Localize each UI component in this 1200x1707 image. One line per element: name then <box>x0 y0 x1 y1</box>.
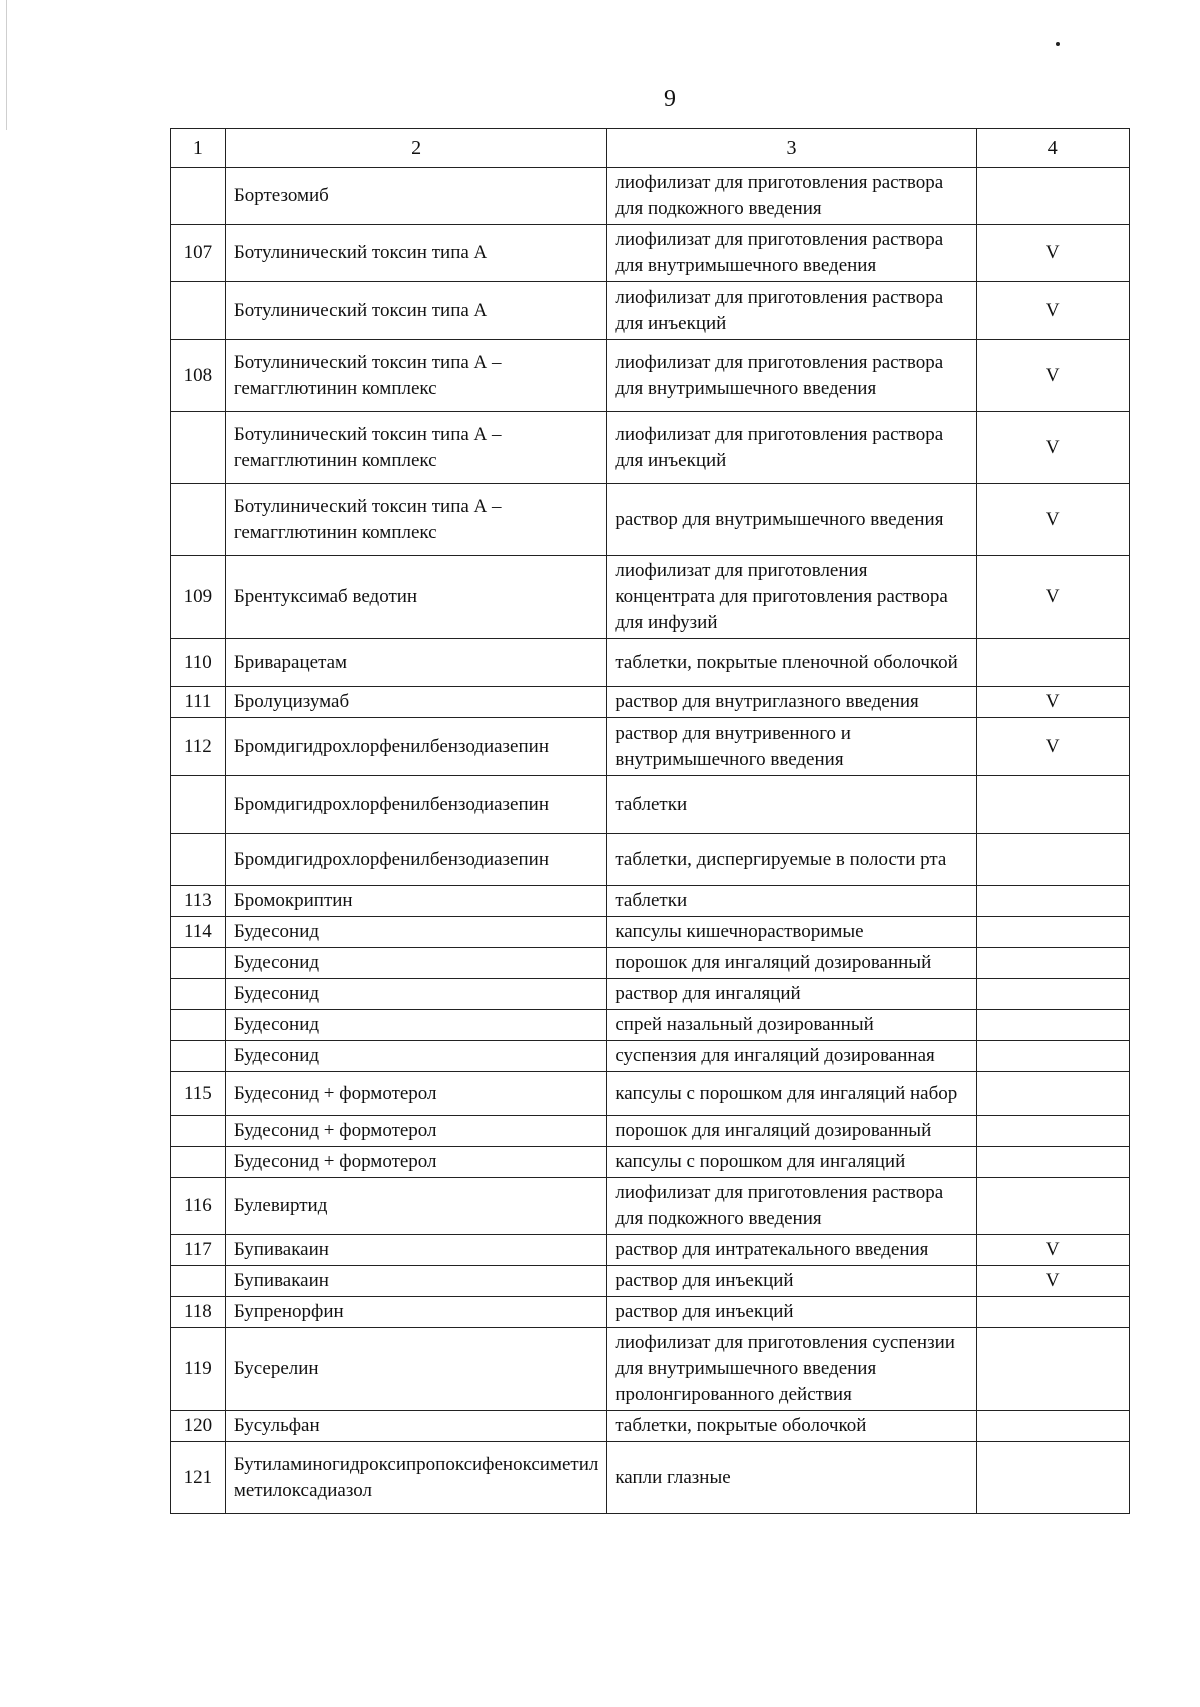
table-row <box>171 225 1130 282</box>
drug-name: Бромдигидрохлорфенилбензодиазепин <box>225 834 607 886</box>
mark-cell <box>976 886 1129 917</box>
dosage-form: лиофилизат для приготовления суспензии для внутримышечного введения пролонгированного действия <box>607 1328 976 1411</box>
table-row <box>171 1328 1130 1411</box>
drug-name: Брентуксимаб ведотин <box>225 556 607 639</box>
column-header-1: 1 <box>171 129 226 168</box>
table-body <box>171 168 1130 1514</box>
dosage-form: раствор для внутривенного и внутримышечного введения <box>607 718 976 776</box>
drug-name: Бусульфан <box>225 1411 607 1442</box>
dosage-form: таблетки, покрытые оболочкой <box>607 1411 976 1442</box>
table-row <box>171 948 1130 979</box>
drug-table <box>170 128 1130 1514</box>
row-number <box>171 1147 226 1178</box>
drug-name: Ботулинический токсин типа А – гемагглютинин комплекс <box>225 484 607 556</box>
drug-name: Будесонид <box>225 948 607 979</box>
dosage-form: таблетки, покрытые пленочной оболочкой <box>607 639 976 687</box>
dosage-form: раствор для инъекций <box>607 1266 976 1297</box>
dosage-form: лиофилизат для приготовления раствора для подкожного введения <box>607 1178 976 1235</box>
page-number: 9 <box>664 86 676 112</box>
drug-name: Бромокриптин <box>225 886 607 917</box>
table-row <box>171 556 1130 639</box>
drug-name: Будесонид <box>225 1041 607 1072</box>
mark-cell <box>976 948 1129 979</box>
mark-cell: V <box>976 1235 1129 1266</box>
drug-name: Бусерелин <box>225 1328 607 1411</box>
drug-name: Булевиртид <box>225 1178 607 1235</box>
row-number: 121 <box>171 1442 226 1514</box>
table-row <box>171 1411 1130 1442</box>
table-row <box>171 917 1130 948</box>
table-row <box>171 282 1130 340</box>
table-row <box>171 1178 1130 1235</box>
row-number: 111 <box>171 687 226 718</box>
drug-name: Будесонид <box>225 979 607 1010</box>
drug-name: Будесонид <box>225 917 607 948</box>
table-row <box>171 1235 1130 1266</box>
table-row <box>171 776 1130 834</box>
mark-cell <box>976 1178 1129 1235</box>
table-row <box>171 639 1130 687</box>
table-row <box>171 1442 1130 1514</box>
row-number <box>171 484 226 556</box>
table-row <box>171 834 1130 886</box>
row-number <box>171 168 226 225</box>
dosage-form: лиофилизат для приготовления раствора для внутримышечного введения <box>607 225 976 282</box>
table-header-row <box>171 129 1130 168</box>
mark-cell <box>976 639 1129 687</box>
table-row <box>171 484 1130 556</box>
row-number: 120 <box>171 1411 226 1442</box>
row-number: 113 <box>171 886 226 917</box>
mark-cell <box>976 1297 1129 1328</box>
mark-cell: V <box>976 1266 1129 1297</box>
drug-name: Бромдигидрохлорфенилбензодиазепин <box>225 776 607 834</box>
mark-cell: V <box>976 412 1129 484</box>
drug-name: Бромдигидрохлорфенилбензодиазепин <box>225 718 607 776</box>
row-number <box>171 1266 226 1297</box>
drug-name: Ботулинический токсин типа А – гемагглютинин комплекс <box>225 412 607 484</box>
scan-speck <box>1056 42 1060 46</box>
row-number: 114 <box>171 917 226 948</box>
row-number <box>171 1116 226 1147</box>
table-row <box>171 687 1130 718</box>
drug-name: Ботулинический токсин типа А <box>225 225 607 282</box>
dosage-form: капсулы с порошком для ингаляций <box>607 1147 976 1178</box>
drug-name: Бриварацетам <box>225 639 607 687</box>
row-number <box>171 282 226 340</box>
row-number <box>171 412 226 484</box>
table-row <box>171 340 1130 412</box>
mark-cell: V <box>976 718 1129 776</box>
mark-cell <box>976 776 1129 834</box>
row-number: 116 <box>171 1178 226 1235</box>
row-number: 110 <box>171 639 226 687</box>
mark-cell <box>976 917 1129 948</box>
drug-name: Бортезомиб <box>225 168 607 225</box>
mark-cell <box>976 1041 1129 1072</box>
drug-name: Бупренорфин <box>225 1297 607 1328</box>
row-number <box>171 1010 226 1041</box>
drug-name: Ботулинический токсин типа А – гемагглютинин комплекс <box>225 340 607 412</box>
row-number <box>171 979 226 1010</box>
mark-cell: V <box>976 556 1129 639</box>
dosage-form: раствор для внутриглазного введения <box>607 687 976 718</box>
drug-name: Будесонид + формотерол <box>225 1116 607 1147</box>
table-row <box>171 1072 1130 1116</box>
drug-name: Будесонид + формотерол <box>225 1147 607 1178</box>
dosage-form: капсулы с порошком для ингаляций набор <box>607 1072 976 1116</box>
dosage-form: лиофилизат для приготовления раствора для инъекций <box>607 412 976 484</box>
drug-name: Будесонид <box>225 1010 607 1041</box>
dosage-form: порошок для ингаляций дозированный <box>607 948 976 979</box>
mark-cell <box>976 1147 1129 1178</box>
row-number: 112 <box>171 718 226 776</box>
table-row <box>171 1041 1130 1072</box>
mark-cell <box>976 1010 1129 1041</box>
row-number: 115 <box>171 1072 226 1116</box>
table-row <box>171 1116 1130 1147</box>
table-row <box>171 168 1130 225</box>
mark-cell <box>976 168 1129 225</box>
mark-cell <box>976 834 1129 886</box>
dosage-form: раствор для внутримышечного введения <box>607 484 976 556</box>
column-header-4: 4 <box>976 129 1129 168</box>
dosage-form: таблетки <box>607 886 976 917</box>
table-row <box>171 886 1130 917</box>
row-number <box>171 776 226 834</box>
row-number: 119 <box>171 1328 226 1411</box>
dosage-form: таблетки <box>607 776 976 834</box>
column-header-3: 3 <box>607 129 976 168</box>
row-number <box>171 834 226 886</box>
dosage-form: лиофилизат для приготовления раствора для инъекций <box>607 282 976 340</box>
row-number <box>171 1041 226 1072</box>
table-row <box>171 1147 1130 1178</box>
dosage-form: раствор для инъекций <box>607 1297 976 1328</box>
row-number: 109 <box>171 556 226 639</box>
table-row <box>171 979 1130 1010</box>
row-number: 118 <box>171 1297 226 1328</box>
table-row <box>171 718 1130 776</box>
mark-cell <box>976 1411 1129 1442</box>
mark-cell <box>976 1116 1129 1147</box>
table-row <box>171 1010 1130 1041</box>
mark-cell: V <box>976 340 1129 412</box>
drug-name: Ботулинический токсин типа А <box>225 282 607 340</box>
mark-cell: V <box>976 484 1129 556</box>
mark-cell <box>976 1328 1129 1411</box>
column-header-2: 2 <box>225 129 607 168</box>
mark-cell <box>976 1442 1129 1514</box>
row-number <box>171 948 226 979</box>
dosage-form: раствор для ингаляций <box>607 979 976 1010</box>
drug-name: Бролуцизумаб <box>225 687 607 718</box>
mark-cell: V <box>976 687 1129 718</box>
dosage-form: раствор для интратекального введения <box>607 1235 976 1266</box>
drug-name: Бутиламиногидроксипропоксифеноксиметил метилоксадиазол <box>225 1442 607 1514</box>
table-row <box>171 1266 1130 1297</box>
table-row <box>171 412 1130 484</box>
drug-name: Будесонид + формотерол <box>225 1072 607 1116</box>
row-number: 107 <box>171 225 226 282</box>
mark-cell <box>976 1072 1129 1116</box>
dosage-form: таблетки, диспергируемые в полости рта <box>607 834 976 886</box>
row-number: 117 <box>171 1235 226 1266</box>
dosage-form: порошок для ингаляций дозированный <box>607 1116 976 1147</box>
dosage-form: лиофилизат для приготовления концентрата для приготовления раствора для инфузий <box>607 556 976 639</box>
drug-name: Бупивакаин <box>225 1266 607 1297</box>
dosage-form: лиофилизат для приготовления раствора для подкожного введения <box>607 168 976 225</box>
dosage-form: спрей назальный дозированный <box>607 1010 976 1041</box>
row-number: 108 <box>171 340 226 412</box>
mark-cell <box>976 979 1129 1010</box>
dosage-form: капсулы кишечнорастворимые <box>607 917 976 948</box>
mark-cell: V <box>976 225 1129 282</box>
dosage-form: лиофилизат для приготовления раствора для внутримышечного введения <box>607 340 976 412</box>
dosage-form: капли глазные <box>607 1442 976 1514</box>
drug-name: Бупивакаин <box>225 1235 607 1266</box>
mark-cell: V <box>976 282 1129 340</box>
dosage-form: суспензия для ингаляций дозированная <box>607 1041 976 1072</box>
table-row <box>171 1297 1130 1328</box>
